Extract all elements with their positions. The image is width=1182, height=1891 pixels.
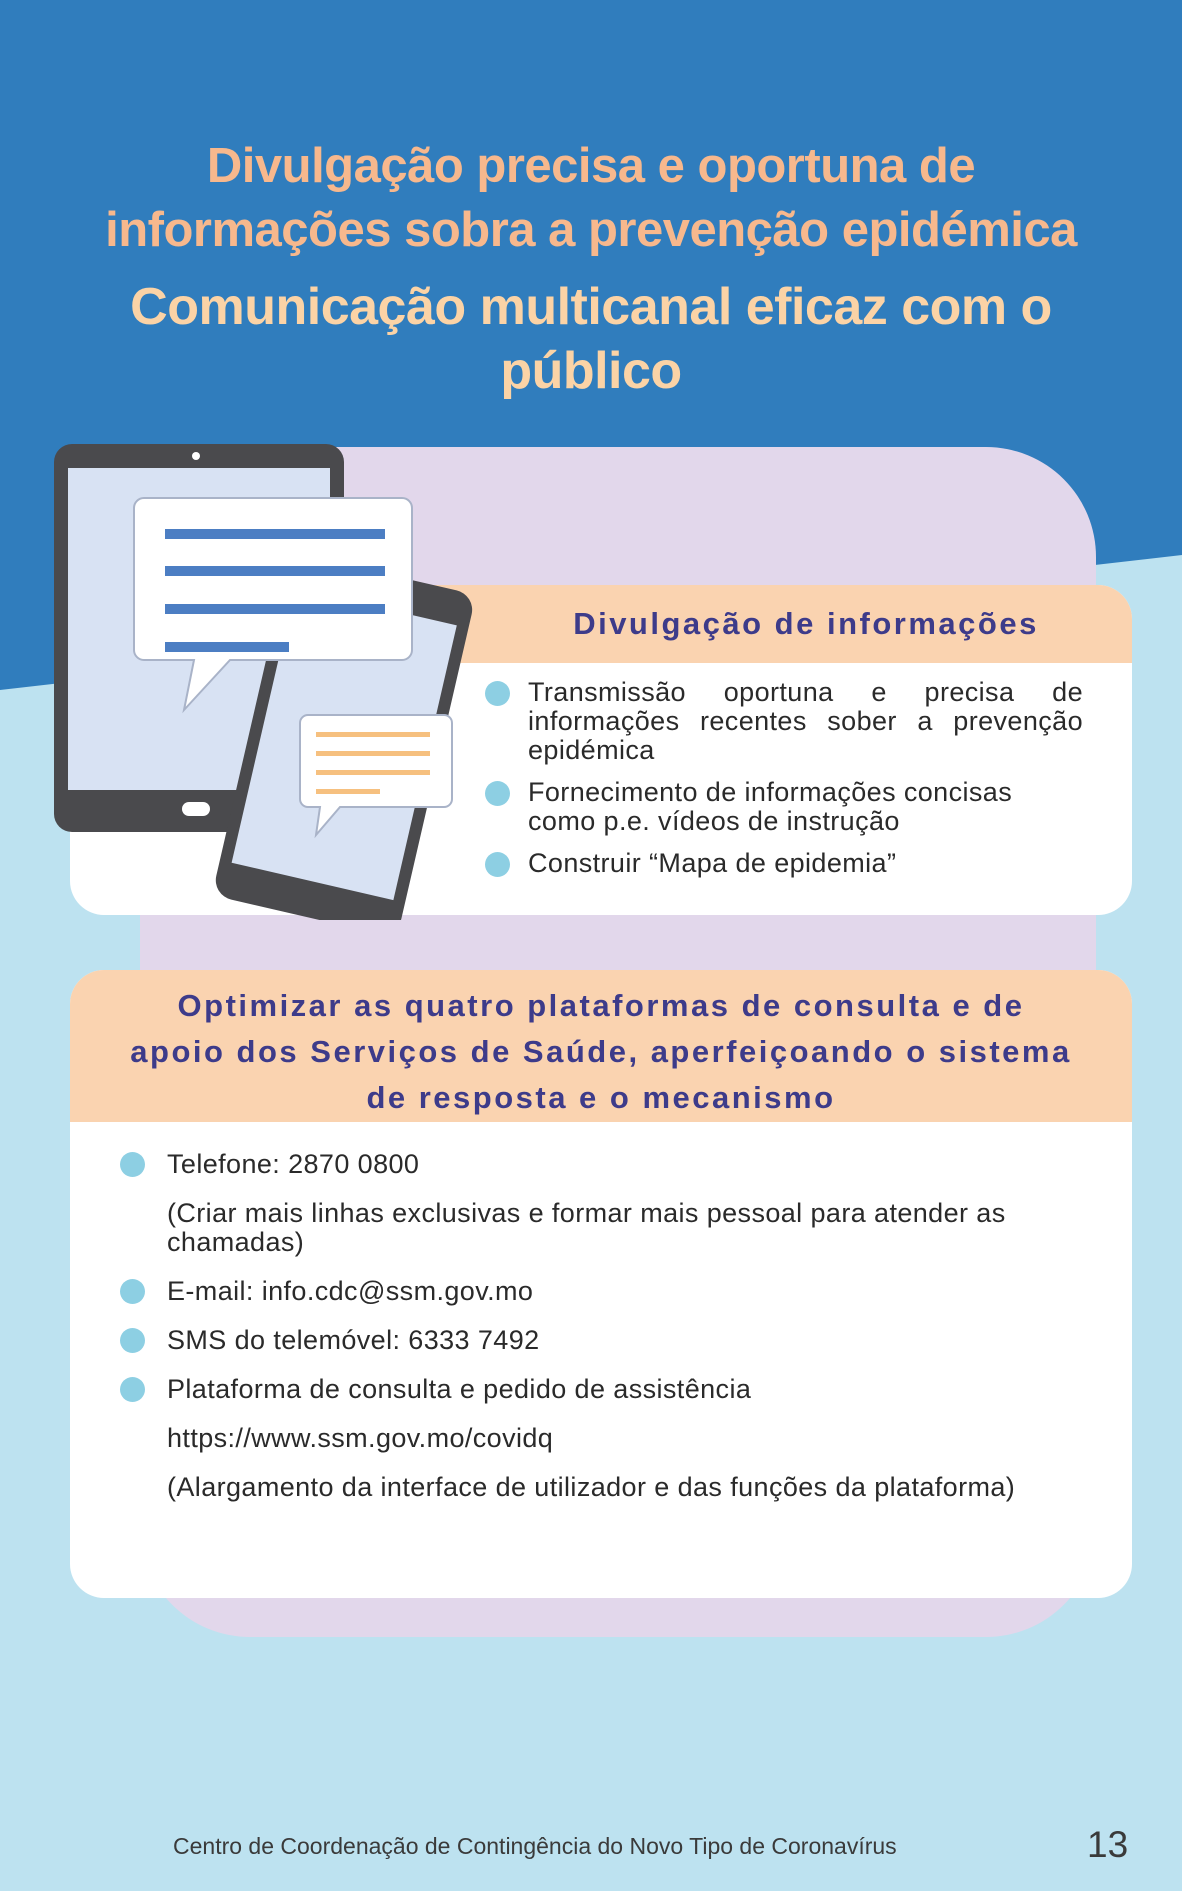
list-item-sms: SMS do telemóvel: 6333 7492 — [120, 1326, 1080, 1355]
info-list — [485, 678, 1083, 891]
list-item-phone: Telefone: 2870 0800 (Criar mais linhas exclusivas e formar mais pessoal para atender as chamadas) — [120, 1150, 1080, 1257]
contact-list — [120, 1150, 1080, 1522]
platform-link[interactable]: https://www.ssm.gov.mo/covidq — [167, 1423, 554, 1453]
page-number: 13 — [1087, 1824, 1129, 1865]
list-item: Transmissão oportuna e precisa de informações recentes sober a prevenção epidémica — [485, 678, 1083, 765]
bullet-icon — [120, 1377, 145, 1402]
platform-note: (Alargamento da interface de utilizador e das funções da plataforma) — [167, 1472, 1016, 1502]
bullet-icon — [120, 1328, 145, 1353]
list-item: Construir “Mapa de epidemia” — [485, 849, 1083, 878]
bullet-icon — [120, 1279, 145, 1304]
phone-note: (Criar mais linhas exclusivas e formar mais pessoal para atender as chamadas) — [167, 1198, 1006, 1257]
section-title: Divulgação de informações — [573, 606, 1039, 641]
list-item-platform: Plataforma de consulta e pedido de assistência https://www.ssm.gov.mo/covidq (Alargamento da interface de utilizador e das funções da plataforma) — [120, 1375, 1080, 1502]
page-title: Divulgação precisa e oportuna de informações sobra a prevenção epidémica — [105, 139, 1077, 257]
section-title: Optimizar as quatro plataformas de consulta e de apoio dos Serviços de Saúde, aperfeiçoando o sistema de resposta e o mecanismo — [130, 988, 1072, 1115]
consultation-platforms-card — [70, 970, 1132, 1598]
page-subtitle: Comunicação multicanal eficaz com o público — [130, 278, 1052, 400]
devices-illustration-icon — [50, 440, 510, 920]
list-item: Fornecimento de informações concisas como p.e. vídeos de instrução — [485, 778, 1083, 836]
list-item-email: E-mail: info.cdc@ssm.gov.mo — [120, 1277, 1080, 1306]
footer-organization: Centro de Coordenação de Contingência do Novo Tipo de Coronavírus — [173, 1833, 897, 1859]
bullet-icon — [120, 1152, 145, 1177]
